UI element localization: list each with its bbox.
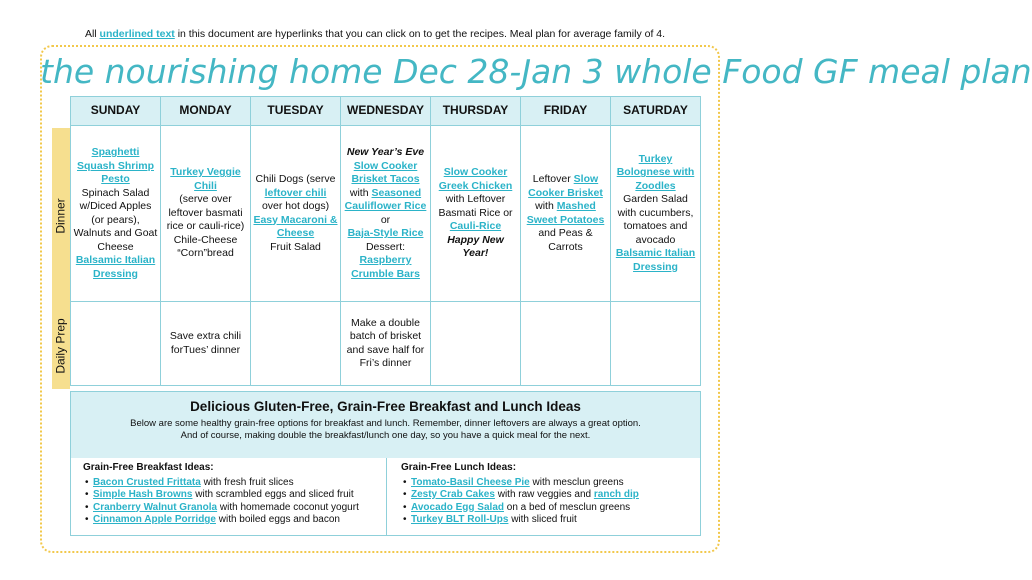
- item-text: with sliced fruit: [508, 514, 577, 525]
- recipe-link[interactable]: Balsamic Italian Dressing: [75, 254, 156, 280]
- recipe-link[interactable]: leftover chili: [264, 186, 327, 199]
- prep-cell-friday: [521, 302, 611, 386]
- day-header-monday: MONDAY: [161, 97, 251, 126]
- list-item: [411, 502, 639, 515]
- underlined-text-link[interactable]: underlined text: [99, 28, 175, 40]
- top-note: [0, 28, 750, 40]
- breakfast-ideas: [83, 462, 359, 527]
- recipe-link[interactable]: Easy Macaroni & Cheese: [253, 213, 338, 239]
- dinner-label-text: Dinner: [54, 197, 69, 234]
- meal-plan-table: [70, 96, 701, 386]
- recipe-link[interactable]: Raspberry Crumble Bars: [351, 254, 420, 280]
- prep-cell-sunday: [71, 302, 161, 386]
- cell-text: Chili Dogs (serve: [255, 173, 336, 185]
- dinner-cell-thursday: [431, 126, 521, 302]
- recipe-link[interactable]: Slow Cooker Brisket: [528, 173, 603, 199]
- recipe-link[interactable]: ranch dip: [593, 489, 639, 500]
- column-divider: [386, 458, 387, 536]
- recipe-link[interactable]: Turkey BLT Roll-Ups: [411, 514, 509, 525]
- dinner-row-label: [52, 128, 70, 303]
- day-header-row: [71, 97, 701, 126]
- recipe-link[interactable]: Baja-Style Rice: [347, 227, 424, 239]
- dinner-cell-wednesday: [341, 126, 431, 302]
- prep-cell-thursday: [431, 302, 521, 386]
- prep-cell-tuesday: [251, 302, 341, 386]
- dinner-cell-monday: [161, 126, 251, 302]
- list-item: [411, 514, 639, 527]
- ideas-description: [71, 418, 700, 442]
- greeting-text: Happy New Year!: [447, 233, 504, 260]
- lunch-header: Grain-Free Lunch Ideas:: [401, 462, 517, 473]
- cell-text: (serve over leftover basmati rice or cauli-rice) Chile-Cheese “Corn”bread: [166, 193, 245, 260]
- dinner-cell-friday: [521, 126, 611, 302]
- recipe-link[interactable]: Spaghetti Squash Shrimp Pesto: [76, 146, 154, 185]
- prep-row-label: [52, 303, 70, 389]
- dinner-cell-tuesday: [251, 126, 341, 302]
- cell-text: or: [380, 213, 391, 226]
- item-text: with fresh fruit slices: [200, 476, 294, 488]
- lunch-ideas: [401, 462, 639, 527]
- recipe-link[interactable]: Simple Hash Browns: [93, 489, 193, 500]
- ideas-line-1: Below are some healthy grain-free options for breakfast and lunch. Remember, dinner leftovers are always a great option.: [130, 418, 641, 429]
- day-header-tuesday: TUESDAY: [251, 97, 341, 126]
- dinner-cell-sunday: [71, 126, 161, 302]
- day-header-friday: FRIDAY: [521, 97, 611, 126]
- ideas-section: [70, 391, 701, 536]
- cell-text: Leftover: [532, 173, 571, 185]
- recipe-link[interactable]: Zesty Crab Cakes: [411, 489, 495, 500]
- cell-text: with: [349, 186, 369, 199]
- lunch-list: [401, 477, 639, 527]
- item-text: on a bed of mesclun greens: [503, 501, 631, 513]
- breakfast-header: Grain-Free Breakfast Ideas:: [83, 462, 214, 473]
- item-text: with homemade coconut yogurt: [217, 501, 359, 513]
- recipe-link[interactable]: Mashed Sweet Potatoes: [526, 200, 605, 226]
- list-item: [93, 477, 359, 490]
- prep-cell-monday: Save extra chili forTues’ dinner: [161, 302, 251, 386]
- item-text: with scrambled eggs and sliced fruit: [192, 489, 354, 500]
- cell-text: Fruit Salad: [270, 240, 321, 253]
- ideas-title: Delicious Gluten-Free, Grain-Free Breakfast and Lunch Ideas: [190, 399, 581, 414]
- day-header-thursday: THURSDAY: [431, 97, 521, 126]
- list-item: [93, 502, 359, 515]
- list-item: [93, 489, 359, 502]
- prep-label-text: Daily Prep: [54, 318, 69, 374]
- cell-text: with Leftover Basmati Rice or: [438, 193, 513, 219]
- ideas-line-2: And of course, making double the breakfast/lunch one day, so you have a quick meal for the next.: [180, 430, 591, 441]
- item-text: with boiled eggs and bacon: [215, 514, 340, 525]
- recipe-link[interactable]: Cauli-Rice: [449, 220, 502, 233]
- occasion-label: New Year’s Eve: [346, 146, 425, 158]
- dinner-row: [71, 126, 701, 302]
- cell-text: with: [535, 200, 554, 212]
- recipe-link[interactable]: Bacon Crusted Frittata: [93, 476, 201, 488]
- top-note-post: in this document are hyperlinks that you can click on to get the recipes. Meal plan for average family of 4.: [174, 28, 666, 40]
- prep-cell-wednesday: Make a double batch of brisket and save half for Fri’s dinner: [341, 302, 431, 386]
- recipe-link[interactable]: Turkey Veggie Chili: [170, 166, 241, 192]
- day-header-sunday: SUNDAY: [71, 97, 161, 126]
- item-text: with raw veggies and: [494, 489, 594, 500]
- recipe-link[interactable]: Cranberry Walnut Granola: [93, 501, 218, 513]
- item-text: with mesclun greens: [529, 476, 624, 488]
- list-item: [411, 489, 639, 502]
- list-item: [93, 514, 359, 527]
- recipe-link[interactable]: Avocado Egg Salad: [411, 501, 504, 513]
- cell-text: Dessert:: [365, 240, 406, 253]
- cell-text: over hot dogs): [261, 200, 330, 212]
- cell-text: and Peas & Carrots: [538, 227, 593, 253]
- prep-row: [71, 302, 701, 386]
- recipe-link[interactable]: Tomato-Basil Cheese Pie: [411, 476, 530, 488]
- recipe-link[interactable]: Turkey Bolognese with Zoodles: [616, 152, 695, 192]
- day-header-saturday: SATURDAY: [611, 97, 701, 126]
- page-title: the nourishing home Dec 28-Jan 3 whole Food GF meal plan: [40, 52, 1032, 91]
- breakfast-list: [83, 477, 359, 527]
- cell-text: Garden Salad with cucumbers, tomatoes and avocado: [617, 193, 694, 246]
- recipe-link[interactable]: Cinnamon Apple Porridge: [93, 514, 216, 525]
- day-header-wednesday: WEDNESDAY: [341, 97, 431, 126]
- recipe-link[interactable]: Slow Cooker Brisket Tacos: [351, 159, 420, 185]
- prep-cell-saturday: [611, 302, 701, 386]
- dinner-cell-saturday: [611, 126, 701, 302]
- recipe-link[interactable]: Balsamic Italian Dressing: [615, 247, 696, 273]
- recipe-link[interactable]: Slow Cooker Greek Chicken: [438, 166, 513, 192]
- top-note-pre: All: [84, 28, 100, 40]
- recipe-link[interactable]: Seasoned Cauliflower Rice: [344, 186, 427, 212]
- list-item: [411, 477, 639, 490]
- cell-text: Spinach Salad w/Diced Apples (or pears), Walnuts and Goat Cheese: [73, 186, 158, 253]
- ideas-header: [71, 392, 700, 458]
